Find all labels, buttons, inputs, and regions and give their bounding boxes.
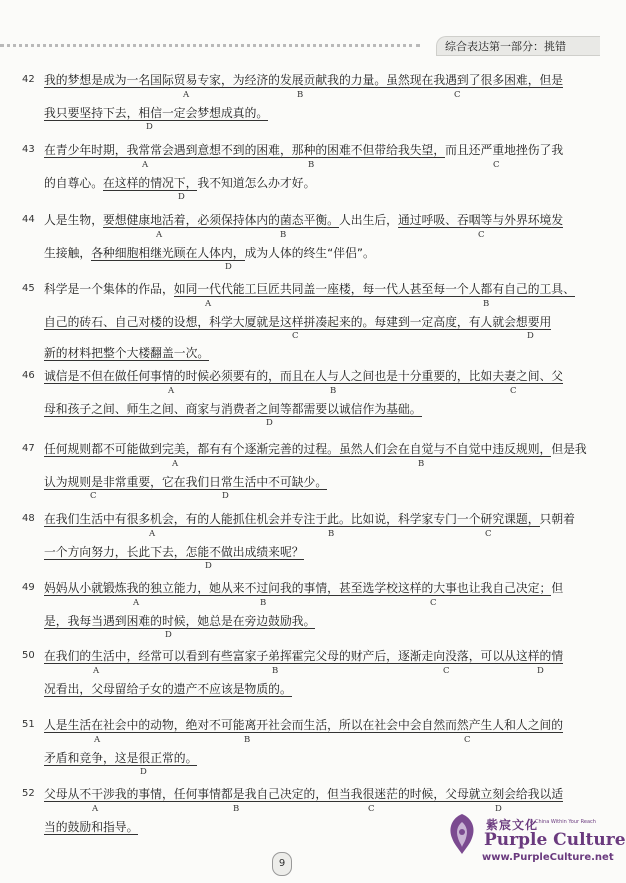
question-line — [44, 474, 327, 490]
segment-c: 比如说，科学家专门一个研究课题， — [350, 512, 540, 526]
question-number: 47 — [22, 443, 35, 454]
question-line — [44, 580, 563, 596]
label-c: C — [454, 90, 461, 100]
segment-d: 父母就立刻会给我以适 — [445, 787, 564, 801]
segment-c: 所以在社会中会自然而然产生人和人之间的 — [338, 718, 564, 732]
label-a: A — [183, 90, 190, 100]
segment-c: 但当我很迷茫的时候， — [327, 787, 446, 801]
segment-text: 生接触， — [44, 246, 92, 260]
segment-b: 我常常会遇到意想不到的困难， — [126, 143, 292, 157]
label-a: A — [92, 804, 99, 814]
brand-tagline: A China Within Your Reach — [530, 819, 596, 825]
label-b: B — [483, 299, 490, 309]
label-c: C — [510, 386, 517, 396]
label-b: B — [280, 230, 287, 240]
segment-d: 母和孩子之间、师生之间、商家与消费者之间等都需要以诚信作为基础。 — [44, 402, 422, 416]
segment-c: 逐渐走向没落， — [397, 649, 481, 663]
segment-b: 都有有个逐渐完善的过程。 — [197, 442, 339, 456]
question-line — [44, 314, 551, 330]
question-line — [44, 613, 315, 629]
segment-c: 虽然人们会在自觉与不自觉中违反规则， — [338, 442, 552, 456]
segment-a: 在我们生活中有很多机会， — [44, 512, 186, 526]
label-d: D — [205, 561, 212, 571]
label-a: A — [93, 666, 100, 676]
label-b: B — [308, 160, 315, 170]
question-number: 48 — [22, 513, 35, 524]
label-c: C — [493, 160, 500, 170]
segment-text: 当的鼓励和指导。 — [44, 820, 139, 834]
segment-a: 要想健康地活着， — [103, 213, 198, 227]
label-c: C — [430, 598, 437, 608]
brand-url-link[interactable]: www.PurpleCulture.net — [482, 852, 614, 863]
label-d: D — [178, 192, 185, 202]
label-a: A — [205, 299, 212, 309]
segment-text: 认为规则是非常重要， — [44, 475, 162, 489]
label-b: B — [233, 804, 240, 814]
segment-text: 是， — [44, 614, 68, 628]
segment-text: 人出生后， — [338, 213, 398, 227]
segment-d: 我只要坚持下去， — [44, 106, 139, 120]
label-c: C — [292, 331, 299, 341]
segment-b: 有的人能抓住机会并专注于此。 — [185, 512, 351, 526]
segment-d: 这是很正常的。 — [114, 751, 198, 765]
segment-a: 任何规则都不可能做到完美， — [44, 442, 198, 456]
segment-text: 但是我 — [551, 442, 587, 456]
label-c: C — [90, 491, 97, 501]
label-a: A — [168, 386, 175, 396]
label-b: B — [244, 735, 251, 745]
label-d: D — [266, 418, 273, 428]
question-line — [44, 105, 268, 121]
segment-text: 但 — [551, 581, 564, 595]
question-line — [44, 717, 563, 733]
label-a: A — [156, 230, 163, 240]
segment-text: 科学是一个集体的作品， — [44, 282, 174, 296]
question-line — [44, 750, 197, 766]
brand-chinese-name: 紫宸文化 — [486, 818, 539, 832]
question-number: 42 — [22, 74, 35, 85]
question-line — [44, 72, 563, 88]
segment-b: 每一代人甚至每一个人都有自己的工具、 — [362, 282, 575, 296]
segment-text: 只朝着 — [539, 512, 575, 526]
segment-a: 人是生活在社会中的动物， — [44, 718, 186, 732]
label-b: B — [260, 598, 267, 608]
segment-a: 妈妈从小就锻炼我的独立能力， — [44, 581, 210, 595]
label-c: C — [443, 666, 450, 676]
section-header: 综合表达第一部分：挑错 — [436, 36, 600, 56]
segment-text: 她总是在旁边鼓励我。 — [197, 614, 316, 628]
question-line — [44, 175, 315, 191]
segment-a: 父母从不干涉我的事情， — [44, 787, 174, 801]
segment-b: 而且在人与人之间也是十分重要的， — [279, 369, 469, 383]
question-line — [44, 401, 422, 417]
segment-text: 而且还严重地挫伤了我 — [445, 143, 564, 157]
label-c: C — [464, 735, 471, 745]
segment-c: 那种的困难不但带给我失望， — [291, 143, 446, 157]
question-number: 51 — [22, 719, 35, 730]
segment-text: 矛盾和竞争， — [44, 751, 115, 765]
segment-d: 可以从这样的情 — [480, 649, 564, 663]
segment-text: 新的材料把整个大楼翻盖一次。 — [44, 346, 210, 360]
segment-d: 它在我们日常生活中不可缺少。 — [161, 475, 328, 489]
label-c: C — [478, 230, 485, 240]
label-c: C — [368, 804, 375, 814]
question-line — [44, 819, 138, 835]
segment-b: 任何事情都是我自己决定的， — [173, 787, 328, 801]
label-d: D — [527, 331, 534, 341]
question-number: 45 — [22, 283, 35, 294]
header-dotted-rule — [0, 44, 420, 47]
segment-text: 一个方向努力， — [44, 545, 127, 559]
segment-d: 长此下去，怎能不做出成绩来呢？ — [126, 545, 304, 559]
label-b: B — [418, 459, 425, 469]
question-line — [44, 648, 563, 664]
question-line — [44, 786, 563, 802]
question-line — [44, 281, 575, 297]
segment-b: 她从来不过问我的事情， — [209, 581, 339, 595]
label-a: A — [142, 160, 149, 170]
label-c: C — [485, 529, 492, 539]
segment-d: 我每当遇到困难的时候， — [67, 614, 198, 628]
segment-text: 人是生物， — [44, 213, 103, 227]
segment-c: 比如夫妻之间、父 — [468, 369, 564, 383]
label-a: A — [149, 529, 156, 539]
label-d: D — [146, 122, 153, 132]
label-b: B — [328, 529, 335, 539]
label-d: D — [140, 767, 147, 777]
segment-a: 如同一代代能工巨匠共同盖一座楼， — [173, 282, 363, 296]
segment-text: 况看出，父母留给子女的遗产不应该是物质的。 — [44, 682, 292, 696]
question-line — [44, 681, 292, 697]
label-d: D — [225, 262, 232, 272]
question-number: 43 — [22, 144, 35, 155]
question-line — [44, 368, 563, 384]
label-a: A — [133, 598, 140, 608]
label-d: D — [537, 666, 544, 676]
question-line — [44, 245, 375, 261]
question-number: 44 — [22, 214, 35, 225]
segment-text: 成为人体的终生“伴侣”。 — [244, 246, 375, 260]
question-line — [44, 142, 563, 158]
segment-d: 每建到一定高度，有人就会想要用 — [374, 315, 552, 329]
question-line — [44, 511, 575, 527]
segment-b: 必须保持体内的菌态平衡。 — [197, 213, 339, 227]
question-number: 49 — [22, 582, 35, 593]
label-b: B — [330, 386, 337, 396]
question-line — [44, 544, 304, 560]
purple-culture-emblem-icon — [444, 812, 480, 856]
label-b: B — [272, 666, 279, 676]
segment-text: 我不知道怎么办才好。 — [197, 176, 316, 190]
label-b: B — [297, 90, 304, 100]
label-d: D — [222, 491, 229, 501]
label-d: D — [495, 804, 502, 814]
brand-english-name: Purple Culture — [484, 830, 626, 850]
label-a: A — [94, 735, 101, 745]
question-number: 52 — [22, 788, 35, 799]
segment-a: 在我们的生活中， — [44, 649, 139, 663]
question-line — [44, 345, 209, 361]
segment-c: 虽然现在我遇到了很多困难，但是 — [386, 73, 564, 87]
segment-c: 科学大厦就是这样拼凑起来的。 — [209, 315, 375, 329]
segment-d: 各种细胞相继光顾在人体内， — [91, 246, 245, 260]
segment-text: 相信一定会梦想成真的。 — [138, 106, 269, 120]
segment-c: 通过呼吸、吞咽等与外界环境发 — [397, 213, 564, 227]
label-d: D — [165, 630, 172, 640]
segment-a: 在青少年时期， — [44, 143, 127, 157]
segment-b: 绝对不可能离开社会而生活， — [185, 718, 339, 732]
segment-b: 为经济的发展贡献我的力量。 — [232, 73, 387, 87]
purple-culture-logo[interactable] — [444, 810, 626, 870]
segment-text: 自己的砖石、自己对楼的设想， — [44, 315, 210, 329]
segment-c: 甚至选学校这样的大事也让我自己决定； — [338, 581, 552, 595]
question-line — [44, 441, 587, 457]
segment-b: 经常可以看到有些富家子弟挥霍完父母的财产后， — [138, 649, 398, 663]
segment-d: 在这样的情况下， — [103, 176, 198, 190]
segment-text: 的自尊心。 — [44, 176, 103, 190]
label-a: A — [172, 459, 179, 469]
segment-a: 诚信是不但在做任何事情的时候必须要有的， — [44, 369, 280, 383]
question-number: 50 — [22, 650, 35, 661]
question-number: 46 — [22, 370, 35, 381]
question-line — [44, 212, 563, 228]
page-number: 9 — [272, 852, 292, 876]
segment-a: 我的梦想是成为一名国际贸易专家， — [44, 73, 233, 87]
